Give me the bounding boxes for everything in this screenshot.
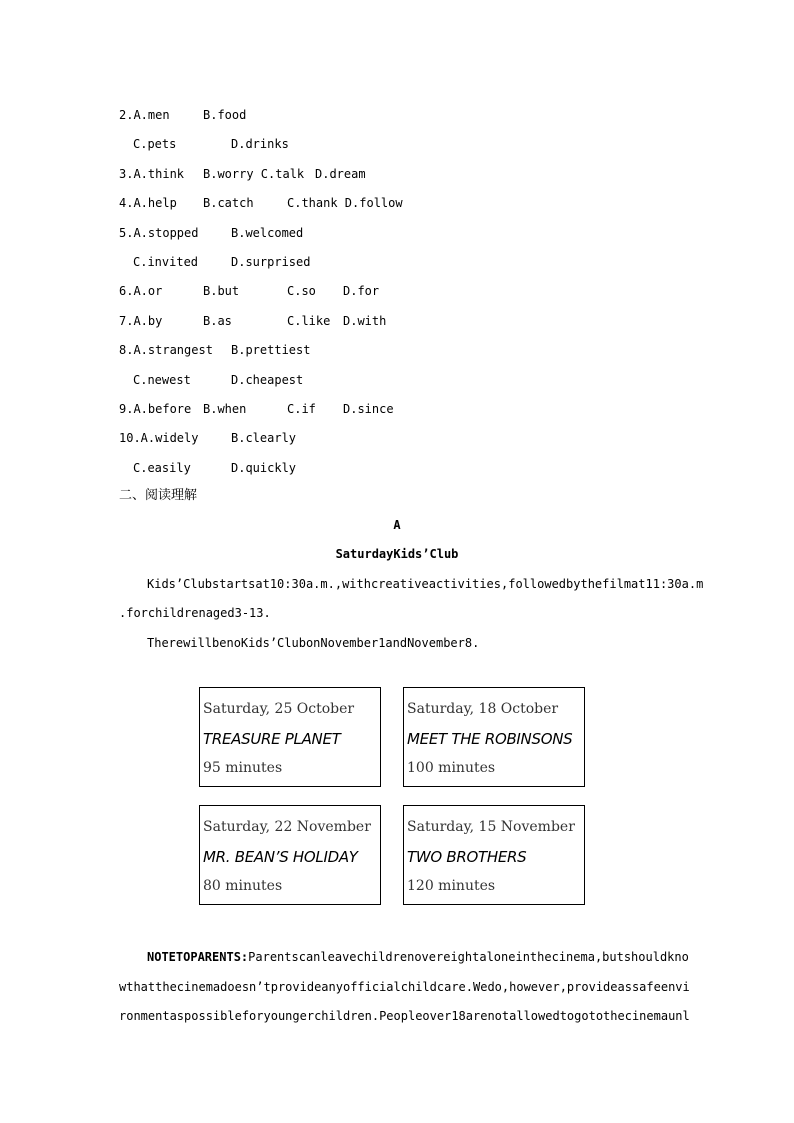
intro-line-1: Kids’Clubstartsat10:30a.m.,withcreativeactivities,followedbythefilmat11:30a.m (147, 577, 704, 591)
answer-option: 2.A.men (119, 108, 170, 122)
film-date: Saturday, 22 November (203, 819, 371, 835)
answer-option: C.thank D.follow (287, 196, 403, 210)
answer-option: B.worry C.talk (203, 167, 305, 181)
answer-option: B.when (203, 402, 247, 416)
film-date: Saturday, 18 October (407, 701, 559, 717)
answer-option: B.but (203, 284, 240, 298)
answer-option: D.cheapest (231, 373, 304, 387)
answer-option: 7.A.by (119, 314, 163, 328)
answer-option: 5.A.stopped (119, 226, 199, 240)
film-date: Saturday, 15 November (407, 819, 575, 835)
answer-option: C.invited (133, 255, 199, 269)
passage-title: SaturdayKids’Club (335, 547, 459, 561)
film-box (199, 687, 381, 787)
section-heading: 二、阅读理解 (119, 488, 198, 503)
film-title: MEET THE ROBINSONS (407, 730, 573, 748)
answer-option: 4.A.help (119, 196, 177, 210)
note-line-3: ronmentaspossibleforyoungerchildren.Peopleover18arenotallowedtogotothecinemaunl (119, 1009, 690, 1023)
answer-option: D.for (343, 284, 380, 298)
film-box (199, 805, 381, 905)
film-duration: 100 minutes (407, 760, 496, 776)
answer-option: B.food (203, 108, 247, 122)
answer-option: D.quickly (231, 461, 297, 475)
film-box (403, 687, 585, 787)
answer-option: D.since (343, 402, 394, 416)
film-box (403, 805, 585, 905)
film-duration: 120 minutes (407, 878, 496, 894)
note-line-1 (147, 950, 689, 964)
answer-option: D.drinks (231, 137, 289, 151)
answer-option: 10.A.widely (119, 431, 199, 445)
answer-option: C.newest (133, 373, 191, 387)
answer-option: B.as (203, 314, 232, 328)
answer-option: C.easily (133, 461, 191, 475)
film-title: TWO BROTHERS (407, 848, 527, 866)
answer-option: 8.A.strangest (119, 343, 213, 357)
answer-option: 3.A.think (119, 167, 185, 181)
intro-line-3: TherewillbenoKids’ClubonNovember1andNovember8. (147, 636, 480, 650)
answer-option: D.surprised (231, 255, 311, 269)
film-title: TREASURE PLANET (203, 730, 341, 748)
answer-option: 6.A.or (119, 284, 163, 298)
intro-line-2: .forchildrenaged3-13. (119, 606, 271, 620)
answer-option: D.with (343, 314, 387, 328)
film-duration: 80 minutes (203, 878, 283, 894)
answer-option: C.pets (133, 137, 177, 151)
answer-option: C.so (287, 284, 316, 298)
answer-option: B.catch (203, 196, 254, 210)
answer-option: D.dream (315, 167, 366, 181)
note-text: Parentscanleavechildrenovereightaloneinthecinema,butshouldkno (248, 950, 689, 964)
film-date: Saturday, 25 October (203, 701, 355, 717)
note-label: NOTETOPARENTS: (147, 950, 249, 964)
answer-option: B.welcomed (231, 226, 304, 240)
answer-option: C.like (287, 314, 331, 328)
answer-option: C.if (287, 402, 316, 416)
answer-option: 9.A.before (119, 402, 192, 416)
film-duration: 95 minutes (203, 760, 283, 776)
note-line-2: wthatthecinemadoesn’tprovideanyofficialchildcare.Wedo,however,provideassafeenvi (119, 980, 690, 994)
film-title: MR. BEAN’S HOLIDAY (203, 848, 358, 866)
passage-label: A (393, 518, 401, 532)
answer-option: B.prettiest (231, 343, 311, 357)
answer-option: B.clearly (231, 431, 297, 445)
